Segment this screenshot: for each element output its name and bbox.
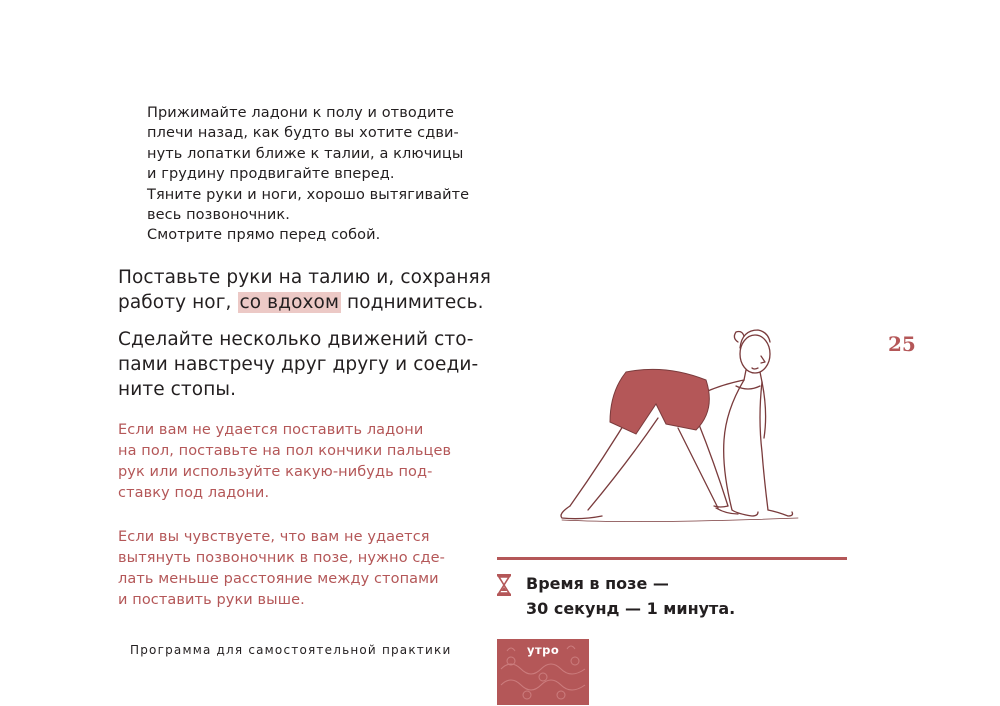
instructions-small [147, 103, 487, 246]
tip-line: на пол, поставьте на пол кончики пальцев [118, 443, 452, 459]
tip-line: и поставить руки выше. [118, 592, 305, 608]
shorts-shape [610, 369, 709, 434]
step-raise [118, 265, 492, 315]
step-line: пами навстречу друг другу и соеди- [118, 354, 479, 375]
step-feet [118, 327, 488, 402]
instruction-line: весь позвоночник. [147, 207, 290, 224]
badge-label: утро [527, 643, 560, 657]
step-line: Сделайте несколько движений сто- [118, 329, 474, 350]
step-line: Поставьте руки на талию и, сохраняя [118, 267, 492, 288]
instruction-line: Прижимайте ладони к полу и отводите [147, 105, 455, 121]
tip-line: лать меньше расстояние между стопами [118, 571, 439, 587]
tip-line: Если вам не удается поставить ладони [118, 422, 424, 438]
highlighted-phrase: со вдохом [239, 292, 340, 313]
tip-line: вытянуть позвоночник в позе, нужно сде- [118, 550, 445, 566]
instruction-line: нуть лопатки ближе к талии, а ключицы [147, 145, 464, 162]
footer-caption: Программа для самостоятельной практики [130, 643, 452, 657]
time-label: Время в позе — [526, 574, 669, 593]
instruction-line: и грудину продвигайте вперед. [147, 166, 395, 183]
step-text: поднимитесь. [341, 292, 484, 313]
hourglass-icon [497, 574, 511, 596]
section-badge [497, 639, 589, 705]
tip-line: ставку под ладони. [118, 485, 270, 501]
page-number: 25 [888, 332, 916, 356]
step-text: работу ног, [118, 292, 238, 313]
step-line: ните стопы. [118, 379, 237, 400]
instruction-line: Смотрите прямо перед собой. [147, 227, 381, 244]
tip-palms [118, 420, 478, 504]
tip-line: рук или используйте какую-нибудь под- [118, 464, 433, 480]
pose-illustration [548, 318, 808, 528]
time-in-pose [526, 571, 735, 621]
step-line [118, 290, 488, 315]
time-value: 30 секунд — 1 минута. [526, 599, 736, 618]
instruction-line: плечи назад, как будто вы хотите сдви- [147, 125, 459, 142]
divider-rule [497, 557, 847, 560]
instruction-line: Тяните руки и ноги, хорошо вытягивайте [147, 186, 470, 203]
tip-line: Если вы чувствуете, что вам не удается [118, 529, 430, 545]
tip-spine [118, 527, 478, 611]
